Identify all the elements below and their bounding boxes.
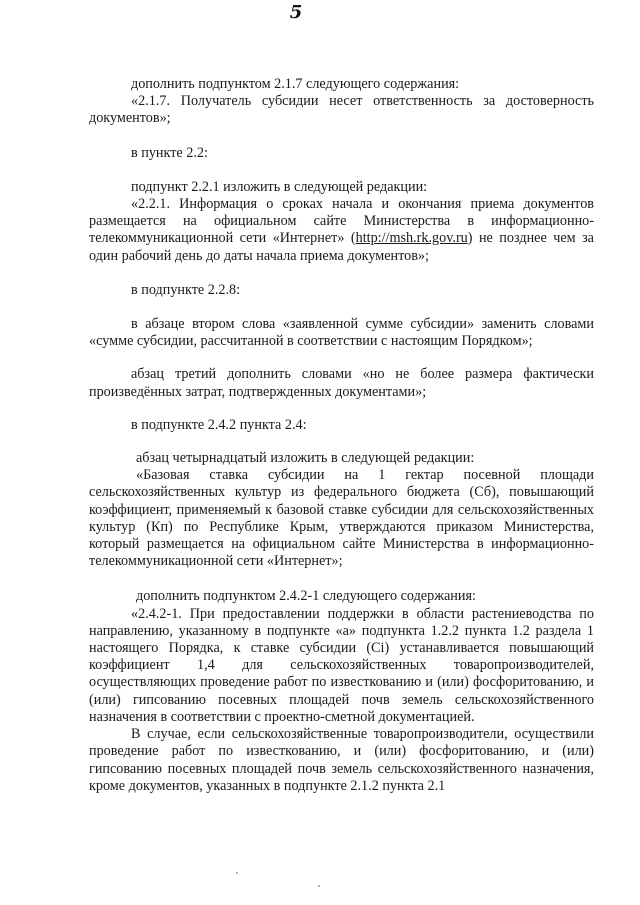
paragraph-add-2-1-7: дополнить подпунктом 2.1.7 следующего содержания:	[131, 76, 460, 92]
scan-speck	[318, 885, 320, 887]
paragraph-fourteenth-abzac: абзац четырнадцатый изложить в следующей редакции:	[136, 450, 475, 467]
paragraph-2-2-1-text-a: «2.2.1. Информация о сроках начала и окончания приема документов размещается на официальном сайте Министерства в информационно-телекоммуникационной сети «Интернет» (	[89, 196, 594, 247]
paragraph-2-2-1-text	[89, 196, 594, 265]
paragraph-2-2-1-text-b: ) не позднее чем за один рабочий день до даты начала приема документов»;	[89, 230, 594, 264]
paragraph-in-case-text: В случае, если сельскохозяйственные товаропроизводители, осуществили проведение работ по известкованию, и (или) фосфоритованию, и (или) гипсованию посевных площадей почв земель сельскохозяйственного назначения, кроме документов, указанных в подпункте 2.1.2 пункта 2.1	[89, 726, 594, 794]
page-number: 5	[289, 2, 303, 23]
paragraph-second-abzac: в абзаце втором слова «заявленной сумме субсидии» заменить словами «сумме субсидии, рассчитанной в соответствии с настоящим Порядком»;	[89, 316, 594, 350]
paragraph-base-rate-text: «Базовая ставка субсидии на 1 гектар посевной площади сельскохозяйственных культур из федерального бюджета (Сб), повышающий коэффициент, применяемый к базовой ставке субсидии для сельскохозяйственных культур (Кп) по Республике Крым, утверждаются приказом Министерства, который размещается на официальном сайте Министерства в информационно-телекоммуникационной сети «Интернет»;	[89, 467, 594, 570]
paragraph-add-2-4-2-1: дополнить подпунктом 2.4.2-1 следующего содержания:	[136, 588, 476, 605]
paragraph-subpoint-2-2-1: подпункт 2.2.1 изложить в следующей редакции:	[131, 178, 428, 195]
ministry-website-link[interactable]: http://msh.rk.gov.ru	[355, 230, 468, 247]
paragraph-2-4-2-1-text: «2.4.2-1. При предоставлении поддержки в области растениеводства по направлению, указанному в подпункте «а» подпункта 1.2.2 пункта 1.2 раздела 1 настоящего Порядка, к ставке субсидии (Ci) устанавливается повышающий коэффициент 1,4 для сельскохозяйственных товаропроизводителей, осуществляющих проведение работ по известкованию и (или) фосфоритованию, и (или) гипсованию посевных площадей почв земель сельскохозяйственного назначения в соответствии с проектно-сметной документацией.	[89, 605, 594, 725]
paragraph-in-subpoint-2-2-8: в подпункте 2.2.8:	[131, 281, 241, 298]
scan-speck	[236, 872, 238, 874]
paragraph-in-subpoint-2-4-2: в подпункте 2.4.2 пункта 2.4:	[131, 416, 307, 433]
document-body	[89, 76, 594, 795]
paragraph-third-abzac: абзац третий дополнить словами «но не более размера фактически произведённых затрат, подтвержденных документами»;	[89, 366, 594, 400]
paragraph-2-1-7-text: «2.1.7. Получатель субсидии несет ответственность за достоверность документов»;	[89, 93, 594, 127]
paragraph-in-point-2-2: в пункте 2.2:	[131, 144, 208, 161]
